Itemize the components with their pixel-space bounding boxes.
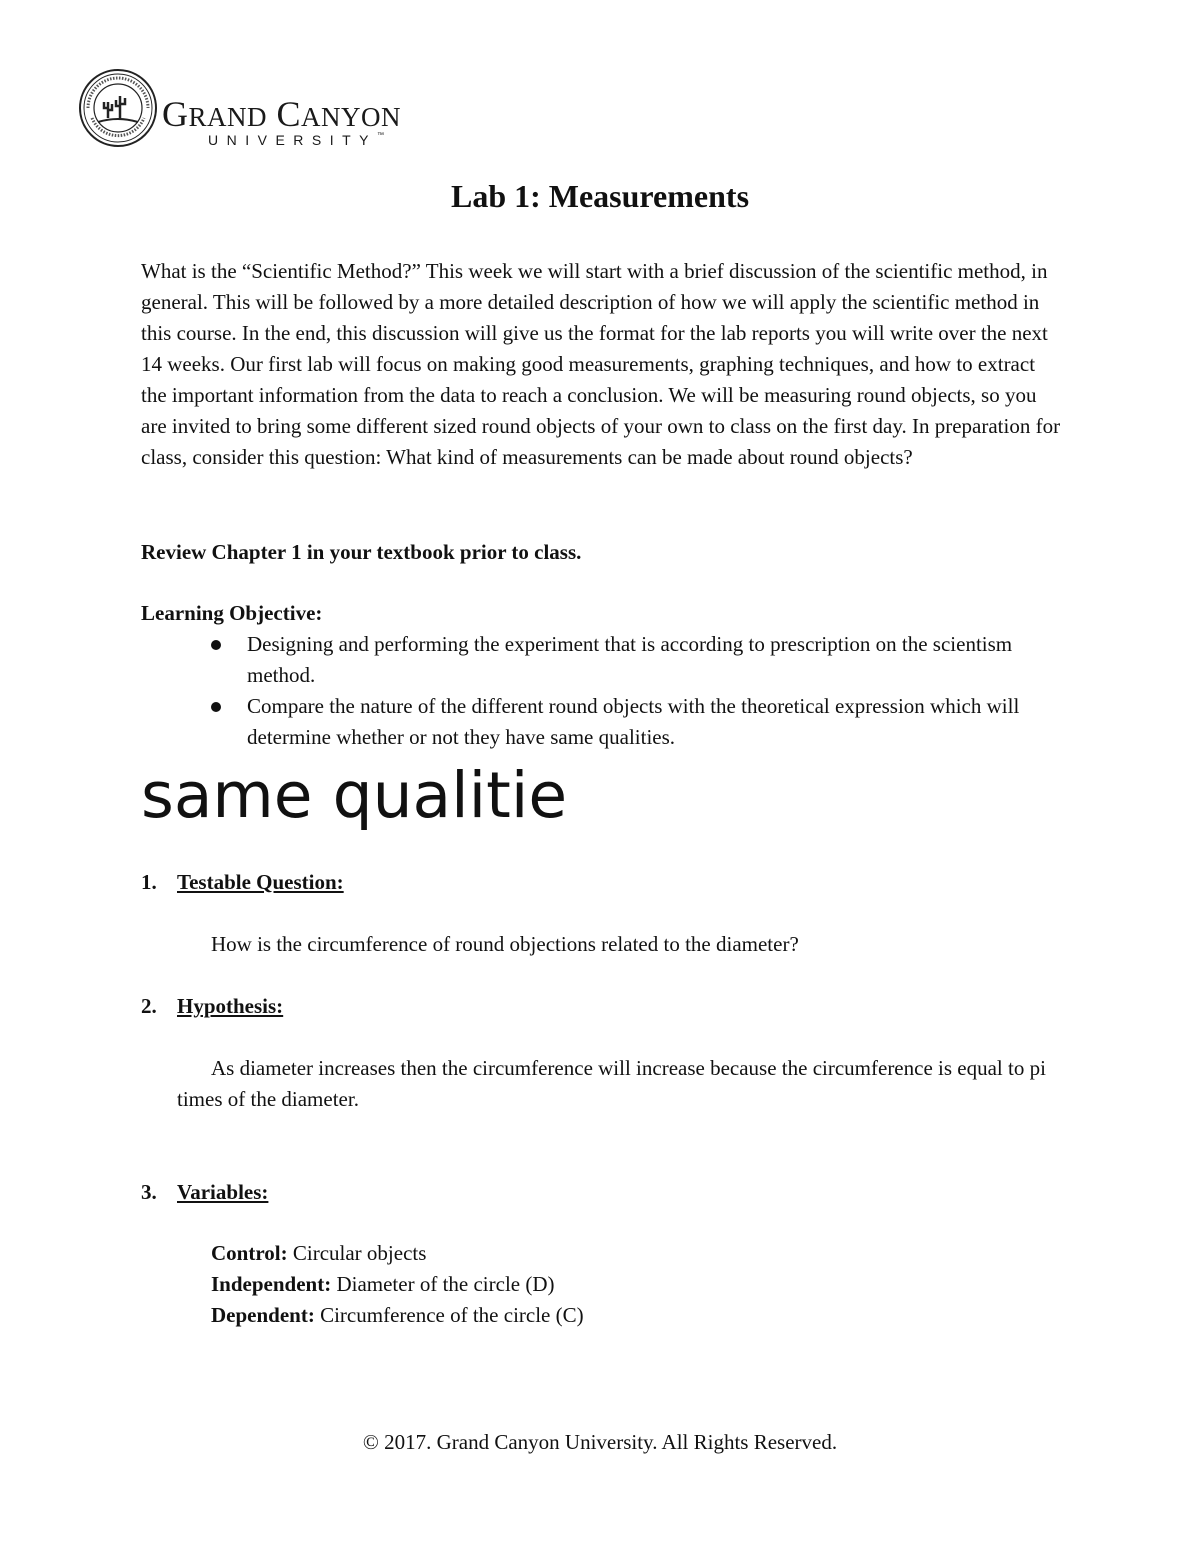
- variable-value: Circular objects: [287, 1241, 427, 1265]
- logo-anyon: ANYON: [301, 102, 402, 132]
- university-logo: [78, 68, 438, 148]
- logo-c: C: [276, 94, 302, 134]
- logo-wordmark: [162, 96, 401, 135]
- section-number: 3.: [141, 1180, 157, 1204]
- review-instruction: Review Chapter 1 in your textbook prior to class.: [141, 540, 582, 564]
- section-number: 1.: [141, 870, 157, 894]
- variable-label: Dependent:: [211, 1303, 315, 1327]
- logo-rand: RAND: [188, 102, 268, 132]
- variables-list: [211, 1238, 584, 1331]
- section-label: Variables:: [177, 1180, 269, 1204]
- copyright-footer: © 2017. Grand Canyon University. All Rights Reserved.: [362, 1430, 838, 1454]
- section-label: Hypothesis:: [177, 994, 284, 1018]
- bullet-icon: [211, 702, 221, 712]
- variable-independent: [211, 1269, 584, 1300]
- bullet-icon: [211, 640, 221, 650]
- logo-subtitle: [208, 132, 384, 148]
- learning-objective-list: [141, 629, 1061, 753]
- university-seal-icon: [78, 68, 158, 148]
- variable-value: Diameter of the circle (D): [331, 1272, 555, 1296]
- section-label: Testable Question:: [177, 870, 344, 894]
- section-number: 2.: [141, 994, 157, 1018]
- variable-dependent: [211, 1300, 584, 1331]
- large-overlay-text: same qualitie: [141, 759, 568, 832]
- variable-control: [211, 1238, 584, 1269]
- trademark-mark: ™: [377, 132, 385, 139]
- variable-value: Circumference of the circle (C): [314, 1303, 584, 1327]
- hypothesis-text: As diameter increases then the circumference will increase because the circumference is equal to pi times of the diameter.: [177, 1056, 1046, 1111]
- section-hypothesis: [141, 991, 283, 1022]
- page-title: Lab 1: Measurements: [450, 178, 750, 214]
- objective-text: Designing and performing the experiment that is according to prescription on the scientism method.: [247, 632, 1013, 687]
- list-item: [141, 629, 1061, 691]
- objective-text: Compare the nature of the different round objects with the theoretical expression which will determine whether or not they have same qualities.: [247, 694, 1020, 749]
- testable-question-text: How is the circumference of round objections related to the diameter?: [211, 932, 799, 956]
- learning-objective-heading: Learning Objective:: [141, 601, 323, 625]
- logo-g: G: [162, 94, 189, 134]
- logo-university: UNIVERSITY: [208, 132, 378, 148]
- intro-paragraph: [141, 256, 1061, 473]
- variable-label: Control:: [211, 1241, 288, 1265]
- section-testable-question: [141, 867, 344, 898]
- section-variables: [141, 1177, 268, 1208]
- variable-label: Independent:: [211, 1272, 332, 1296]
- list-item: [141, 691, 1061, 753]
- intro-text: What is the “Scientific Method?” This week we will start with a brief discussion of the scientific method, in general. This will be followed by a more detailed description of how we will apply the scientific method in this course. In the end, this discussion will give us the format for the lab reports you will write over the next 14 weeks. Our first lab will focus on making good measurements, graphing techniques, and how to extract the important information from the data to reach a conclusion. We will be measuring round objects, so you are invited to bring some different sized round objects of your own to class on the first day. In preparation for class, consider this question: What kind of measurements can be made about round objects?: [141, 259, 1061, 469]
